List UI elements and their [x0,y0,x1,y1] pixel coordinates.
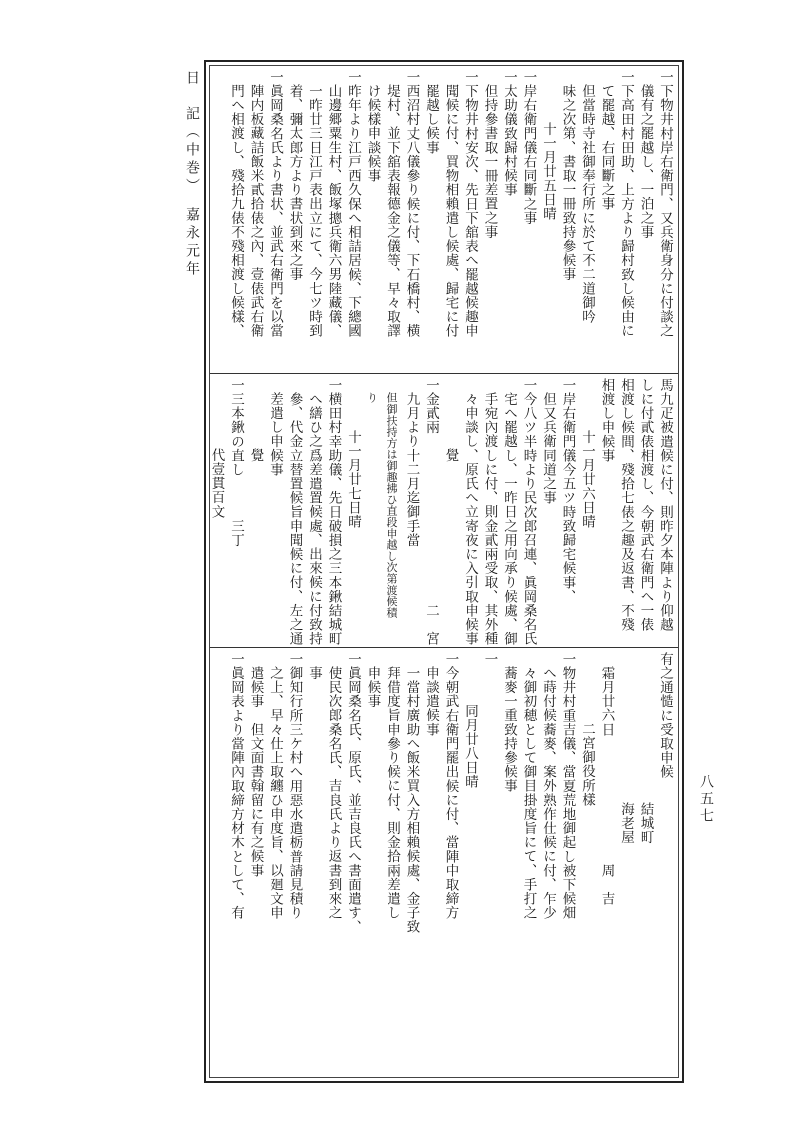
text-column: り [365,392,379,404]
text-column: 參、代金立替置候旨申聞候に付、左之通 [286,392,303,646]
text-column: 一 [481,652,498,667]
text-column: 申談遣候事 [423,666,439,737]
text-column: 手宛內渡しに付、則金貳兩受取、其外種 [481,392,498,646]
text-column: 但持參書取一冊差置之事 [481,84,498,240]
text-column: 十一月廿七日晴 [345,430,361,529]
text-column: 事 [306,666,322,681]
text-column: しに付貳俵相渡し、今朝武右衛門へ一俵 [637,378,654,632]
text-column: 一下物井村岸右衛門、又兵衛身分に付談之 [657,70,673,338]
text-column: 一眞岡表より當陣內取締方材木として、有 [228,652,244,920]
text-column: 相渡し候間、殘拾七俵之趣及返書、不殘 [618,378,634,632]
text-column: 但又兵衛同道之事 [540,392,556,505]
text-column: 味之次第、書取一冊致持參候事 [559,84,576,282]
text-column: 結城町 [637,802,654,845]
text-column: 罷越し候事 [423,84,439,155]
text-column: て罷越、右同斷之事 [598,84,615,211]
text-column: 陣内板藏詰飯米貳拾俵之內、壹俵武右衛 [247,84,264,338]
page-number: 八五七 [698,774,714,825]
text-column: 一當村廣助へ飯米買入方相賴候處、金子致 [403,666,420,934]
middle-text-band [208,378,674,646]
text-column: 一御知行所三ケ村へ用惡水遣栃普請見積り [286,652,303,920]
text-column: 之上、早々仕上取纏ひ申度旨、以廻文申 [267,666,283,920]
text-column: 拜借度旨申參り候に付、則金拾兩差遣し [384,666,400,920]
text-column: 儀有之罷越し、一泊之事 [637,84,654,240]
text-column: 一太助儀致歸村候事 [501,70,517,197]
text-column: 霜月廿六日 周 吉 [598,666,615,906]
band-divider [210,647,678,648]
text-column: 一岸右衛門儀右同斷之事 [520,70,537,226]
text-column: 一今朝武右衛門罷出候に付、當陣中取締方 [442,652,459,920]
upper-text-band [214,70,674,370]
text-column: 一横田村幸助儀、先日破損之三本鍬結城町 [325,378,342,646]
text-column: 一今八ツ半時より民次郎召連、眞岡桑名氏 [520,378,537,646]
text-column: 九月より十二月迄御手當 [403,392,420,548]
band-divider [210,373,678,374]
text-column: 二宮御役所樣 [579,722,595,807]
text-column: 有之通慥に受取申候 [657,652,673,779]
page-frame [204,60,684,1083]
text-column: 門へ相渡し、殘拾九俵不殘相渡し候樣、 [228,84,244,338]
text-column: 聞候に付、買物相賴遣し候處、歸宅に付 [442,84,459,338]
text-column: へ蒔付候蕎麥、案外熟作仕候に付、乍少 [540,666,556,920]
text-column: 差遣し申候事 [267,392,283,477]
text-column: 一昨年より江戸西久保へ相詰居候、下總國 [345,70,361,338]
text-column: 一昨廿三日江戸表出立にて、今七ツ時到 [306,84,322,338]
text-column: 蕎麥一重致持參候事 [501,666,517,793]
text-column: 一眞岡桑名氏、原氏、並吉良氏へ書面遣す、 [345,652,361,934]
text-column: 々御初穂として御目掛度旨にて、手打之 [520,666,537,920]
text-column: 一三本鍬の直し 三丁 [228,378,244,548]
text-column: 但當時寺社御奉行所に於て不二道御吟 [579,84,595,324]
text-column: 十一月廿六日晴 [579,430,595,529]
text-column: 覺 [442,448,459,463]
text-column: 一岸右衛門儀今五ツ時致歸宅候事、 [559,378,576,604]
text-column: 遣候事 但文面書翰留に有之候事 [247,666,264,878]
text-column: 一下高田村田助、上方より歸村致し候由に [618,70,634,338]
text-column: 使民次郎桑名氏、吉良氏より返書到來之 [325,666,342,920]
text-column: 一下物井村安次、先日下舘表へ罷越候趣申 [462,70,478,338]
text-column: け候樣申談候事 [364,84,381,183]
text-column: 々申談し、原氏へ立寄夜に入引取申候事 [462,392,478,646]
text-column: 代壹貫百文 [208,448,225,519]
text-column: 十一月廿五日晴 [540,122,556,221]
text-column: 同月廿八日晴 [462,704,478,789]
text-column: 一眞岡桑名氏より書状、並武右衛門を以當 [267,70,283,338]
lower-text-band [214,652,674,1072]
text-column: へ繕ひ之爲差遣置候處、出來候に付致持 [306,392,322,646]
text-column: 一金貳兩 二 宮 [423,378,439,646]
text-column: 着、彌太郎方より書状到來之事 [286,84,303,282]
text-column: 相渡し申候事 [598,378,615,463]
text-column: 但御扶持方は御趣拂ひ直段申越し次第渡候積 [385,392,398,618]
text-column: 宅へ罷越し、一昨日之用向承り候處、御 [501,392,517,646]
text-column: 申候事 [364,666,381,709]
text-column: 海老屋 [618,802,634,845]
text-column: 一西沼村丈八儀參り候に付、下石橋村、横 [403,70,420,338]
text-column: 覺 [247,448,264,463]
running-head: 日 記（中巻） 嘉永元年 [184,70,200,279]
text-column: 山邊郷粟生村、飯塚摠兵衛六男陸藏儀、 [325,84,342,338]
text-column: 馬九疋被遣候に付、則昨夕本陣より仰越 [657,378,673,632]
text-column: 一物井村重吉儀、當夏荒地御起し被下候畑 [559,652,576,920]
text-column: 堤村、並下舘表報德金之儀等、早々取譯 [384,84,400,338]
